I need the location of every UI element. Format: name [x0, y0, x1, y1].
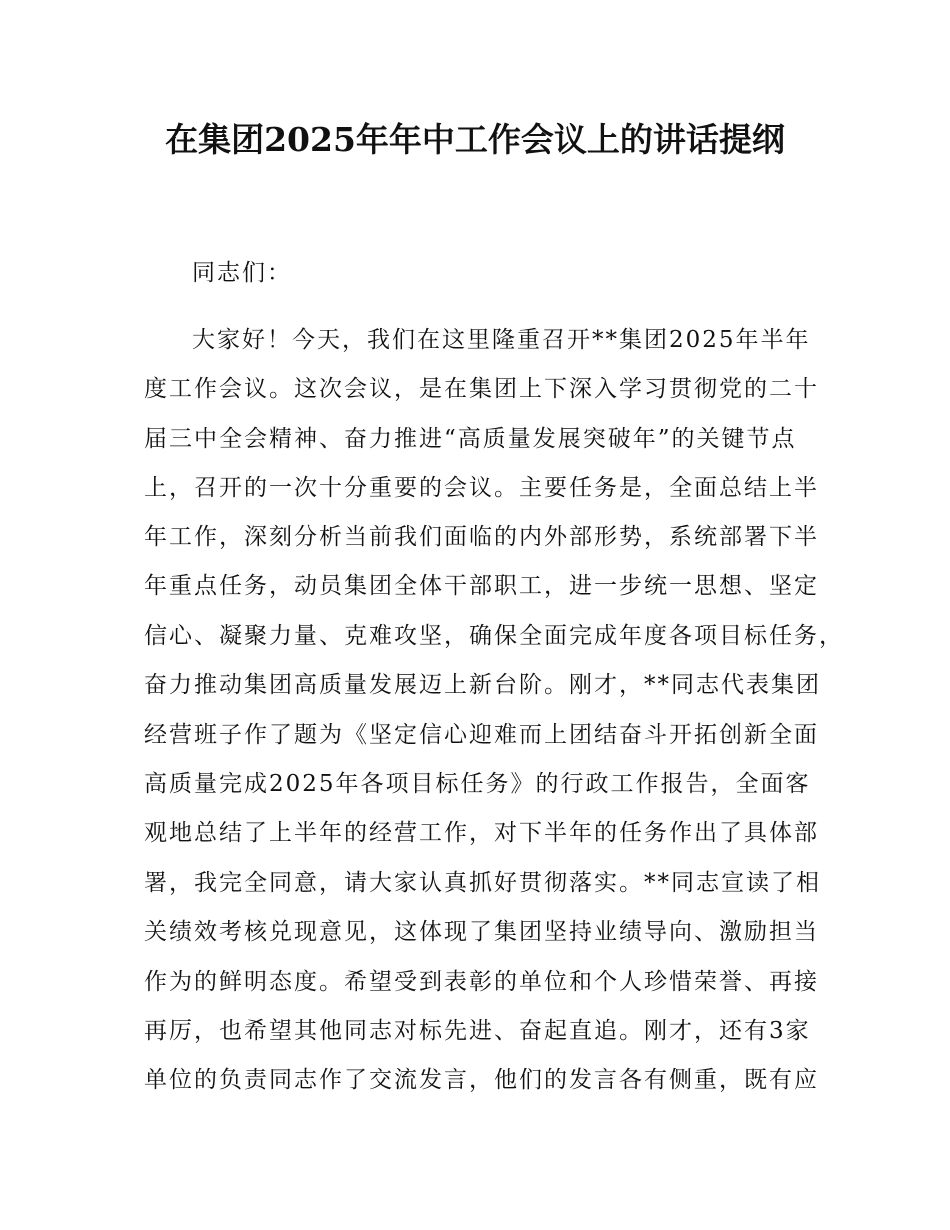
paragraph-line: 作为的鲜明态度。希望受到表彰的单位和个人珍惜荣誉、再接 [144, 969, 819, 995]
paragraph-line: 上，召开的一次十分重要的会议。主要任务是，全面总结上半 [144, 475, 819, 501]
paragraph-line: 经营班子作了题为《坚定信心迎难而上团结奋斗开拓创新全面 [144, 722, 819, 748]
paragraph-line: 再厉，也希望其他同志对标先进、奋起直追。刚才，还有3家 [144, 1018, 811, 1044]
document-title: 在集团2025年年中工作会议上的讲话提纲 [165, 120, 785, 159]
paragraph-line: 年重点任务，动员集团全体干部职工，进一步统一思想、坚定 [144, 573, 819, 599]
paragraph-line: 观地总结了上半年的经营工作，对下半年的任务作出了具体部 [144, 820, 819, 846]
paragraph-line: 届三中全会精神、奋力推进“高质量发展突破年”的关键节点 [144, 426, 797, 452]
paragraph-line: 关绩效考核兑现意见，这体现了集团坚持业绩导向、激励担当 [144, 919, 819, 945]
paragraph-line: 度工作会议。这次会议，是在集团上下深入学习贯彻党的二十 [144, 376, 819, 402]
paragraph-line: 署，我完全同意，请大家认真抓好贯彻落实。**同志宣读了相 [144, 870, 821, 896]
paragraph-line: 信心、凝聚力量、克难攻坚，确保全面完成年度各项目标任务， [144, 623, 844, 649]
salutation: 同志们： [192, 260, 292, 286]
paragraph-line: 大家好！今天，我们在这里隆重召开**集团2025年半年 [192, 327, 811, 353]
paragraph-line: 高质量完成2025年各项目标任务》的行政工作报告，全面客 [144, 771, 811, 797]
paragraph-line: 奋力推动集团高质量发展迈上新台阶。刚才，**同志代表集团 [144, 672, 821, 698]
paragraph-line: 单位的负责同志作了交流发言，他们的发言各有侧重，既有应 [144, 1067, 819, 1093]
paragraph-line: 年工作，深刻分析当前我们面临的内外部形势，系统部署下半 [144, 524, 819, 550]
